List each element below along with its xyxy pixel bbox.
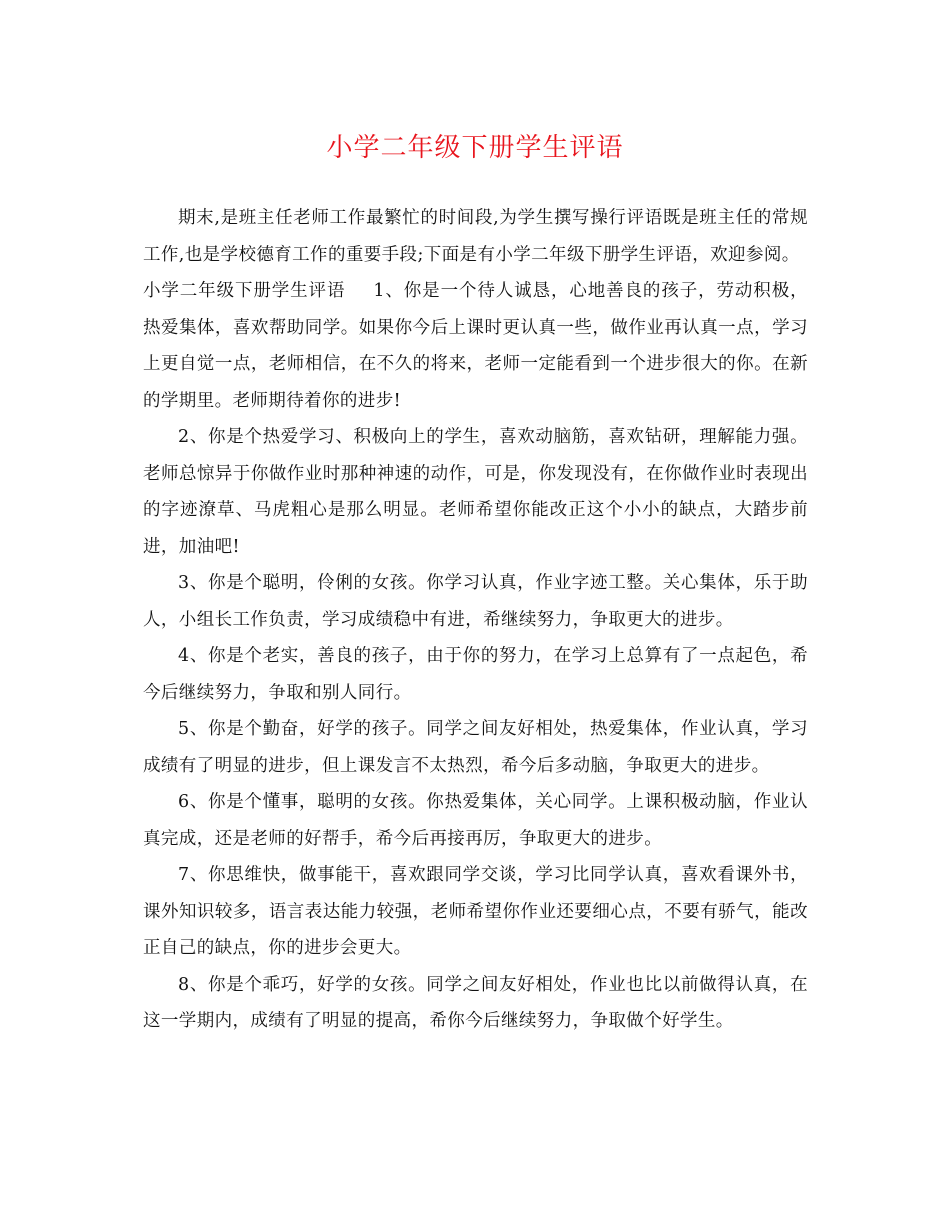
- comment-paragraph-1: [143, 273, 808, 419]
- document-body: [143, 200, 808, 1040]
- intro-paragraph: 期末,是班主任老师工作最繁忙的时间段,为学生撰写操行评语既是班主任的常规工作,也是学校德育工作的重要手段;下面是有小学二年级下册学生评语，欢迎参阅。: [143, 208, 808, 265]
- comment-paragraph-4: 4、你是个老实，善良的孩子，由于你的努力，在学习上总算有了一点起色，希今后继续努力，争取和别人同行。: [143, 646, 808, 703]
- inline-section-heading: 小学二年级下册学生评语: [143, 281, 346, 301]
- comment-text-1: 1、你是一个待人诚恳，心地善良的孩子，劳动积极，热爱集体，喜欢帮助同学。如果你今后上课时更认真一些，做作业再认真一点，学习上更自觉一点，老师相信，在不久的将来，老师一定能看到一个进步很大的你。在新的学期里。老师期待着你的进步!: [143, 281, 808, 411]
- comment-paragraph-5: 5、你是个勤奋，好学的孩子。同学之间友好相处，热爱集体，作业认真，学习成绩有了明显的进步，但上课发言不太热烈，希今后多动脑，争取更大的进步。: [143, 719, 808, 776]
- document-title: 小学二年级下册学生评语: [326, 133, 624, 163]
- comment-paragraph-2: 2、你是个热爱学习、积极向上的学生，喜欢动脑筋，喜欢钻研，理解能力强。老师总惊异于你做作业时那种神速的动作，可是，你发现没有，在你做作业时表现出的字迹潦草、马虎粗心是那么明显。老师希望你能改正这个小小的缺点，大踏步前进，加油吧!: [143, 427, 808, 557]
- comment-paragraph-8: 8、你是个乖巧，好学的女孩。同学之间友好相处，作业也比以前做得认真，在这一学期内，成绩有了明显的提高，希你今后继续努力，争取做个好学生。: [143, 974, 808, 1031]
- comment-paragraph-7: 7、你思维快，做事能干，喜欢跟同学交谈，学习比同学认真，喜欢看课外书，课外知识较多，语言表达能力较强，老师希望你作业还要细心点，不要有骄气，能改正自己的缺点，你的进步会更大。: [143, 865, 808, 958]
- comment-paragraph-3: 3、你是个聪明，伶俐的女孩。你学习认真，作业字迹工整。关心集体，乐于助人，小组长工作负责，学习成绩稳中有进，希继续努力，争取更大的进步。: [143, 573, 808, 630]
- comment-paragraph-6: 6、你是个懂事，聪明的女孩。你热爱集体，关心同学。上课积极动脑，作业认真完成，还是老师的好帮手，希今后再接再厉，争取更大的进步。: [143, 792, 808, 849]
